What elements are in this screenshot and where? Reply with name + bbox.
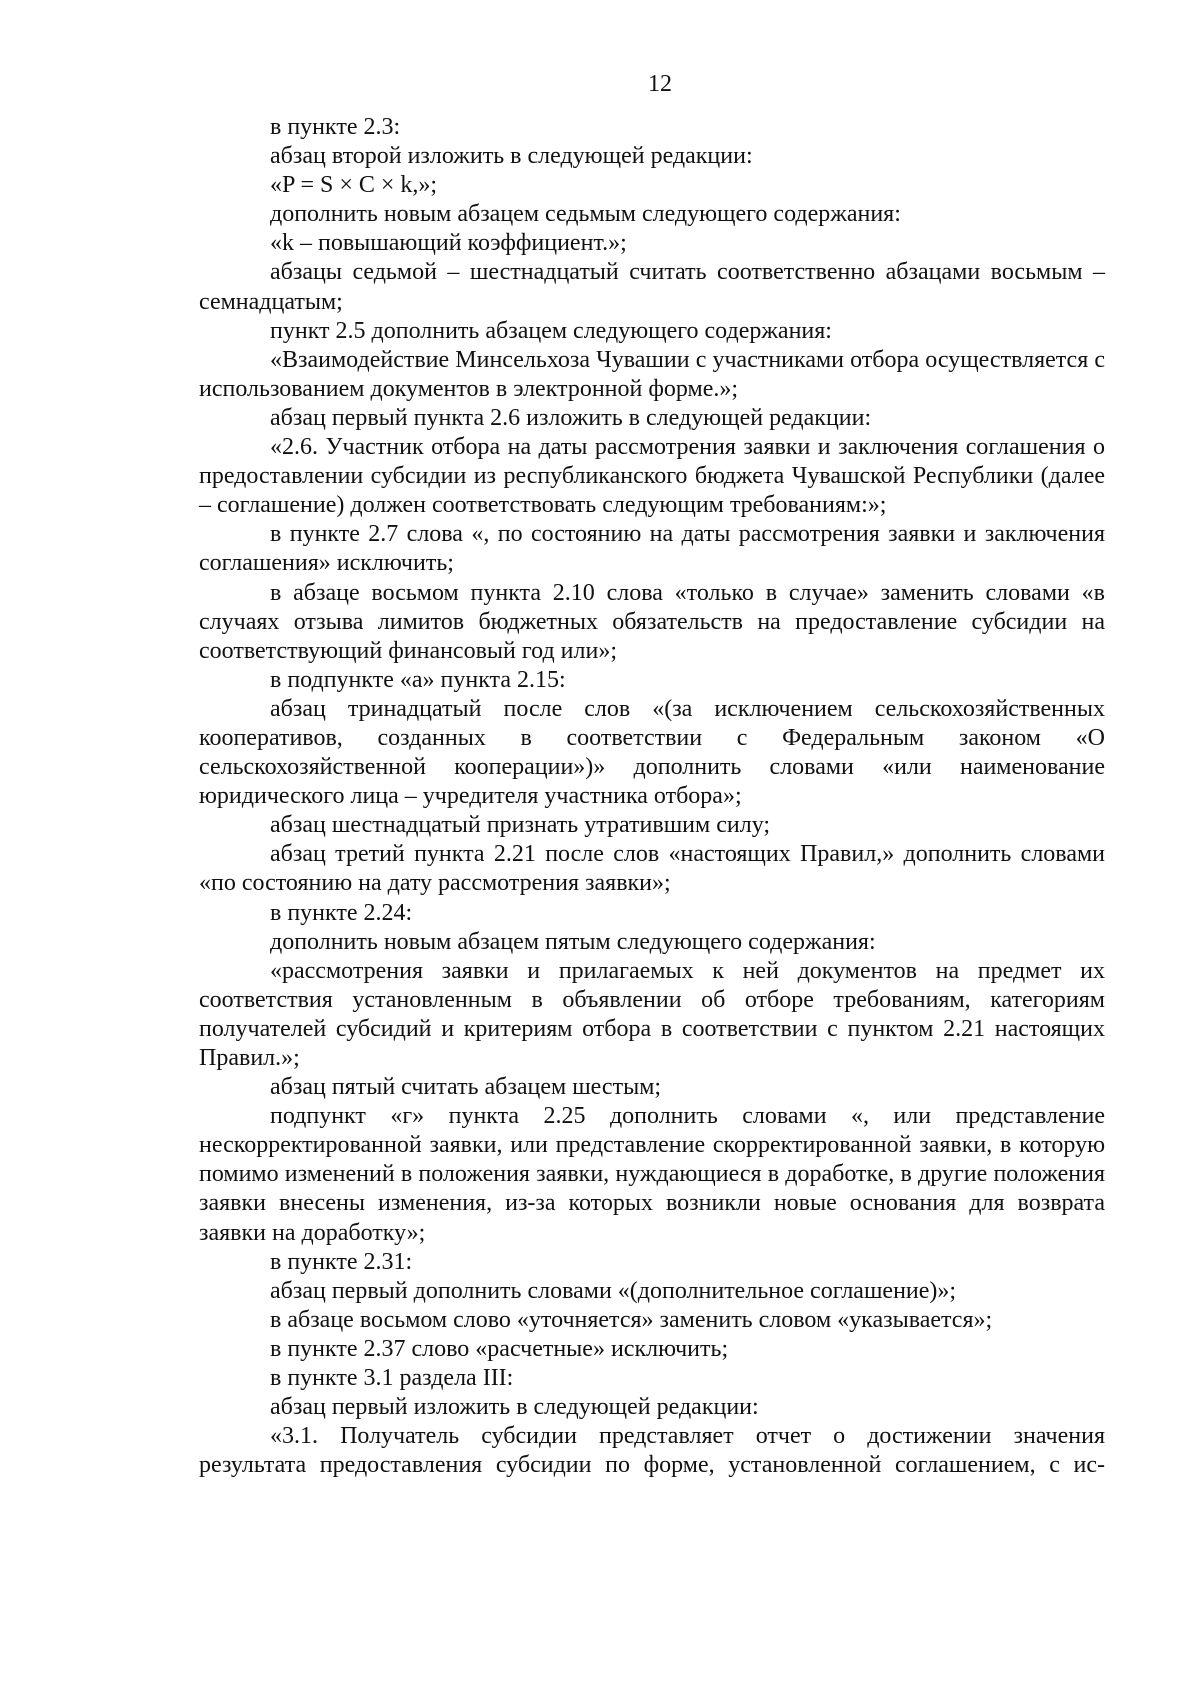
paragraph: абзац шестнадцатый признать утратившим силу;: [270, 812, 771, 839]
paragraph: абзац первый изложить в следующей редакции:: [270, 1394, 759, 1421]
paragraph: пункт 2.5 дополнить абзацем следующего содержания:: [270, 317, 832, 344]
paragraph: абзац третий пункта 2.21 после слов «настоящих Правил,» дополнить словами «по состоянию на дату рассмотрения заявки»;: [199, 841, 1105, 897]
paragraph: дополнить новым абзацем седьмым следующего содержания:: [270, 201, 901, 228]
paragraph: в пункте 2.31:: [270, 1248, 413, 1275]
page-number: 12: [648, 71, 672, 97]
paragraph: абзац первый пункта 2.6 изложить в следующей редакции:: [270, 404, 872, 431]
paragraph: в пункте 3.1 раздела III:: [270, 1365, 514, 1392]
paragraph: в абзаце восьмом пункта 2.10 слова «только в случае» заменить словами «в случаях отзыва лимитов бюджетных обязательств на предоставление субсидии на соответствующий финансовый год или»;: [199, 579, 1105, 664]
paragraph: «P = S × C × k,»;: [270, 172, 438, 199]
paragraph: «Взаимодействие Минсельхоза Чувашии с участниками отбора осуществляется с использованием документов в электронной форме.»;: [199, 346, 1105, 402]
paragraph: абзац пятый считать абзацем шестым;: [270, 1074, 662, 1101]
paragraph: «рассмотрения заявки и прилагаемых к ней документов на предмет их соответствия установленным в объявлении об отборе требованиям, категориям получателей субсидий и критериям отбора в соответствии с пунктом 2.21 настоящих Правил.»;: [199, 957, 1105, 1071]
paragraph: в пункте 2.37 слово «расчетные» исключить;: [270, 1335, 729, 1362]
paragraph: подпункт «г» пункта 2.25 дополнить словами «, или представление нескорректированной заявки, или представление скорректированной заявки, в которую помимо изменений в положения заявки, нуждающиеся в доработке, в другие положения заявки внесены изменения, из-за которых возникли новые основания для возврата заявки на доработку»;: [199, 1103, 1105, 1246]
paragraph: абзацы седьмой – шестнадцатый считать соответственно абзацами восьмым – семнадцатым;: [199, 259, 1105, 315]
paragraph: «2.6. Участник отбора на даты рассмотрения заявки и заключения соглашения о предоставлении субсидии из республиканского бюджета Чувашской Республики (далее – соглашение) должен соответствовать следующим требованиям:»;: [199, 434, 1105, 519]
paragraph: в абзаце восьмом слово «уточняется» заменить словом «указывается»;: [270, 1306, 993, 1333]
paragraph: абзац второй изложить в следующей редакции:: [270, 143, 753, 170]
paragraph: в пункте 2.24:: [270, 899, 413, 926]
paragraph: абзац первый дополнить словами «(дополнительное соглашение)»;: [270, 1277, 957, 1304]
document-body: [199, 113, 1105, 1480]
paragraph: абзац тринадцатый после слов «(за исключением сельскохозяйственных кооперативов, созданных в соответствии с Федеральным законом «О сельскохозяйственной кооперации»)» дополнить словами «или наименование юридического лица – учредителя участника отбора»;: [199, 695, 1105, 810]
paragraph: в подпункте «а» пункта 2.15:: [270, 666, 566, 693]
paragraph: в пункте 2.3:: [270, 114, 401, 140]
paragraph: в пункте 2.7 слова «, по состоянию на даты рассмотрения заявки и заключения соглашения» исключить;: [199, 521, 1105, 577]
paragraph: дополнить новым абзацем пятым следующего содержания:: [270, 928, 876, 955]
paragraph: «3.1. Получатель субсидии представляет отчет о достижении значения результата предоставления субсидии по форме, установленной соглашением, с ис-: [199, 1423, 1105, 1479]
paragraph: «k – повышающий коэффициент.»;: [270, 230, 627, 257]
